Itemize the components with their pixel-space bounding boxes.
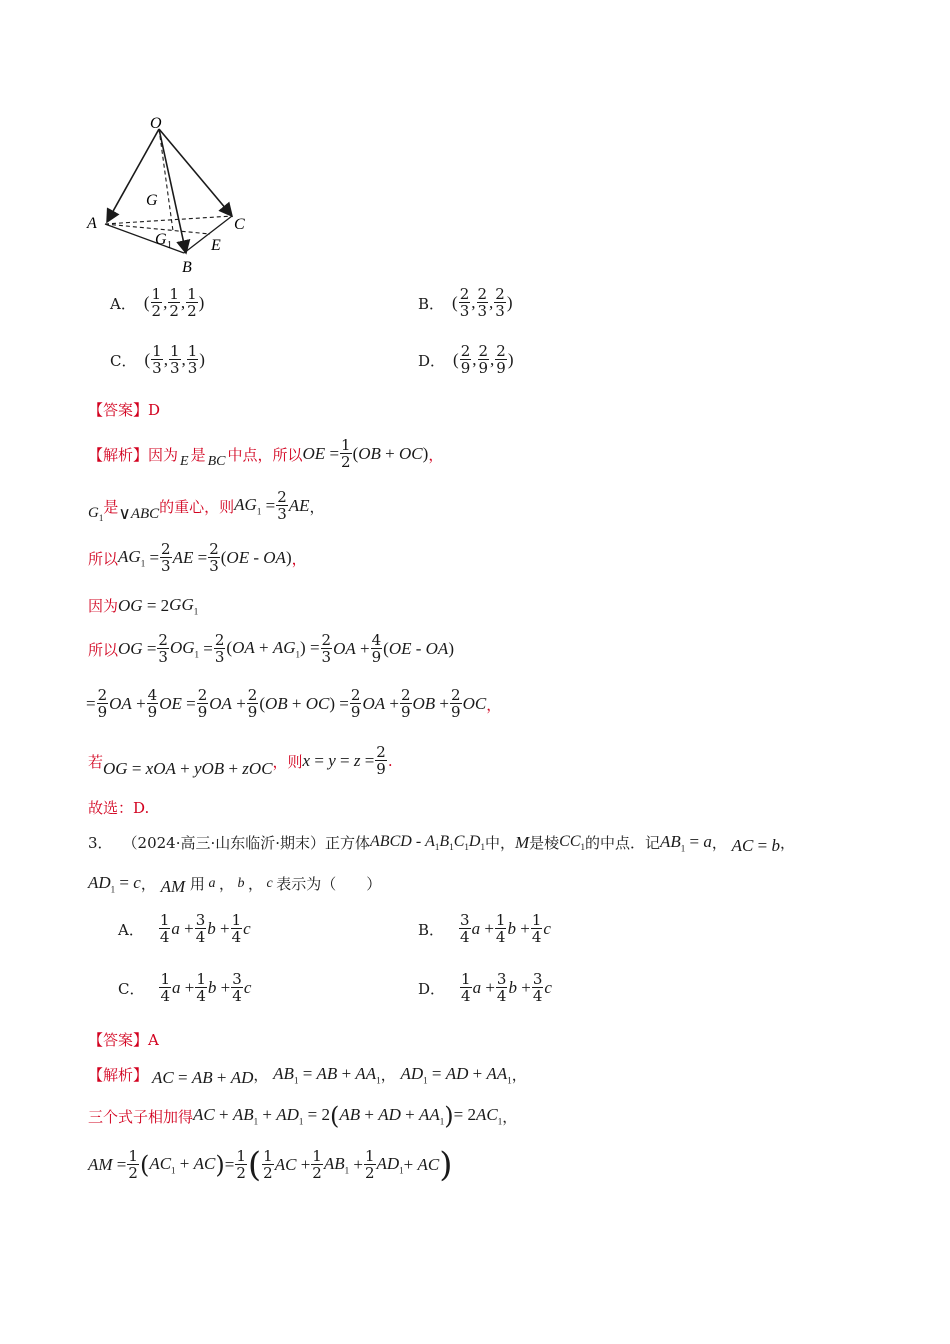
label-c: C <box>234 216 245 233</box>
label-g: G <box>146 192 158 209</box>
q3-option-a[interactable]: A． $\frac{1}{4}$ a + $\frac{3}{4}$ b + $\frac{1}{4}$ c <box>118 911 251 946</box>
q3-stem-line1: 3． （2024·高三·山东临沂·期末）正方体 ABCD - $A_1B_1C_1D_1$ 中， M 是棱 $CC_1$ 的中点．记 $AB_1 = a$ ， AC = b ， <box>88 832 795 855</box>
q2-analysis-line2: $G_1$ 是 ∨ ABC 的重心，则 $AG_1$ = $\frac{2}{3}$ AE ， <box>88 488 325 523</box>
label-b: B <box>182 259 192 276</box>
q2-analysis-line4: 因为 OG = 2 $GG_1$ <box>88 595 199 617</box>
q2-analysis-line6: = $\frac{2}{9}$ OA + $\frac{4}{9}$ OE = $\frac{2}{9}$ OA + $\frac{2}{9}$ (OB + OC) = $\frac{2}{9}$ OA + $\frac{2}{9}$ OB + $\frac{2}{9}$ OC ， <box>86 686 502 721</box>
q3-analysis-line2: 三个式子相加得 AC + $AB_1 + AD_1 = 2$ ( AB + AD + $AA_1$ ) = $2AC_1$ ， <box>88 1102 518 1130</box>
q3-option-b[interactable]: B． $\frac{3}{4}$ a + $\frac{1}{4}$ b + $\frac{1}{4}$ c <box>418 911 551 946</box>
label-g1-sub: 1 <box>167 240 172 251</box>
q2-option-a[interactable]: A． ( $\frac{1}{2}$ , $\frac{1}{2}$ , $\frac{1}{2}$ ) <box>110 285 205 320</box>
q2-final: 故选：D. <box>88 799 150 817</box>
q2-option-b[interactable]: B． ( $\frac{2}{3}$ , $\frac{2}{3}$ , $\frac{2}{3}$ ) <box>418 285 513 320</box>
label-a: A <box>87 215 97 232</box>
q3-stem-line2: $AD_1 = c$ ， AM 用 a ， b ， c 表示为（ ） <box>88 873 382 896</box>
edge-oc <box>159 129 232 216</box>
edge-ac-dashed <box>105 216 232 224</box>
tetrahedron-figure <box>80 110 270 285</box>
q2-answer: 【答案】D <box>88 401 161 419</box>
q2-option-c[interactable]: C． ( $\frac{1}{3}$ , $\frac{1}{3}$ , $\frac{1}{3}$ ) <box>110 342 205 377</box>
q2-option-d[interactable]: D． ( $\frac{2}{9}$ , $\frac{2}{9}$ , $\frac{2}{9}$ ) <box>418 342 514 377</box>
q2-analysis-line1: 【解析】 因为 E 是 BC 中点，所以 OE = $\frac{1}{2}$ (OB + OC) ， <box>88 436 444 471</box>
label-o: O <box>150 115 162 132</box>
q3-option-c[interactable]: C． $\frac{1}{4}$ a + $\frac{1}{4}$ b + $\frac{3}{4}$ c <box>118 970 252 1005</box>
q2-analysis-line7: 若 OG = xOA + yOB + zOC ，则 x = y = z = $\frac{2}{9}$ . <box>88 743 393 778</box>
q3-analysis-line3: AM = $\frac{1}{2}$ ( $AC_1$ + AC ) = $\frac{1}{2}$ ( $\frac{1}{2}$ AC + $\frac{1}{2}$ $AB_1$ + $\frac{1}{2}$ $AD_1$ + AC ) <box>88 1145 453 1185</box>
label-e: E <box>211 237 221 254</box>
q2-analysis-line3: 所以 $AG_1$ = $\frac{2}{3}$ AE = $\frac{2}{3}$ (OE - OA) ， <box>88 540 307 575</box>
q2-analysis-line5: 所以 OG = $\frac{2}{3}$ $OG_1$ = $\frac{2}{3}$ $(OA + AG_1)$ = $\frac{2}{3}$ OA + $\frac{4}{9}$ (OE - OA) <box>88 631 454 666</box>
edge-bc <box>184 216 232 253</box>
q3-answer: 【答案】A <box>88 1031 159 1049</box>
q3-analysis-line1: 【解析】 AC = AB + AD ， $AB_1$ = AB + $AA_1$ ， $AD_1$ = AD + $AA_1$ ， <box>88 1064 527 1087</box>
q3-option-d[interactable]: D． $\frac{1}{4}$ a + $\frac{3}{4}$ b + $\frac{3}{4}$ c <box>418 970 552 1005</box>
label-g1: G <box>155 231 167 248</box>
